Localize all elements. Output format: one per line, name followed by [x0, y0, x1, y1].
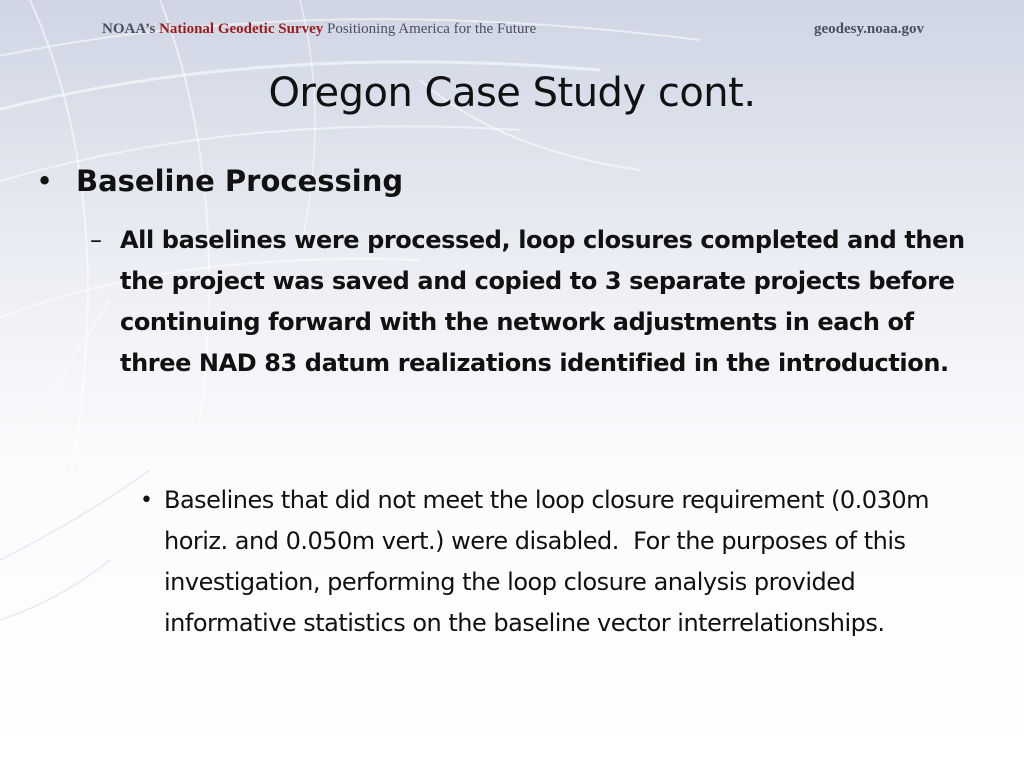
bullet-level-3-text: Baselines that did not meet the loop closure requirement (0.030m horiz. and 0.050m vert.) were disabled. For the purposes of this investigation, performing the loop closure analysis provided informative statistics on the baseline vector interrelationships.: [164, 486, 937, 637]
slide-title: Oregon Case Study cont.: [268, 70, 756, 116]
bullet-dot-icon: •: [36, 164, 54, 198]
header-survey-name: National Geodetic Survey: [159, 21, 324, 37]
bullet-level-3: [140, 480, 990, 644]
bullet-level-2-text: All baselines were processed, loop closures completed and then the project was saved and copied to 3 separate projects before continuing forward with the network adjustments in each of three NAD 83 datum realizations identified in the introduction.: [120, 226, 965, 377]
header-agency: NOAA’s: [102, 21, 156, 37]
bullet-level-1-text: Baseline Processing: [76, 164, 404, 198]
header-website: geodesy.noaa.gov: [813, 21, 924, 37]
header-tagline: Positioning America for the Future: [326, 21, 537, 37]
dash-bullet-icon: –: [90, 226, 102, 254]
bullet-level-1: [36, 164, 403, 198]
bullet-dot-small-icon: •: [140, 488, 153, 513]
bullet-level-2: [90, 220, 990, 384]
